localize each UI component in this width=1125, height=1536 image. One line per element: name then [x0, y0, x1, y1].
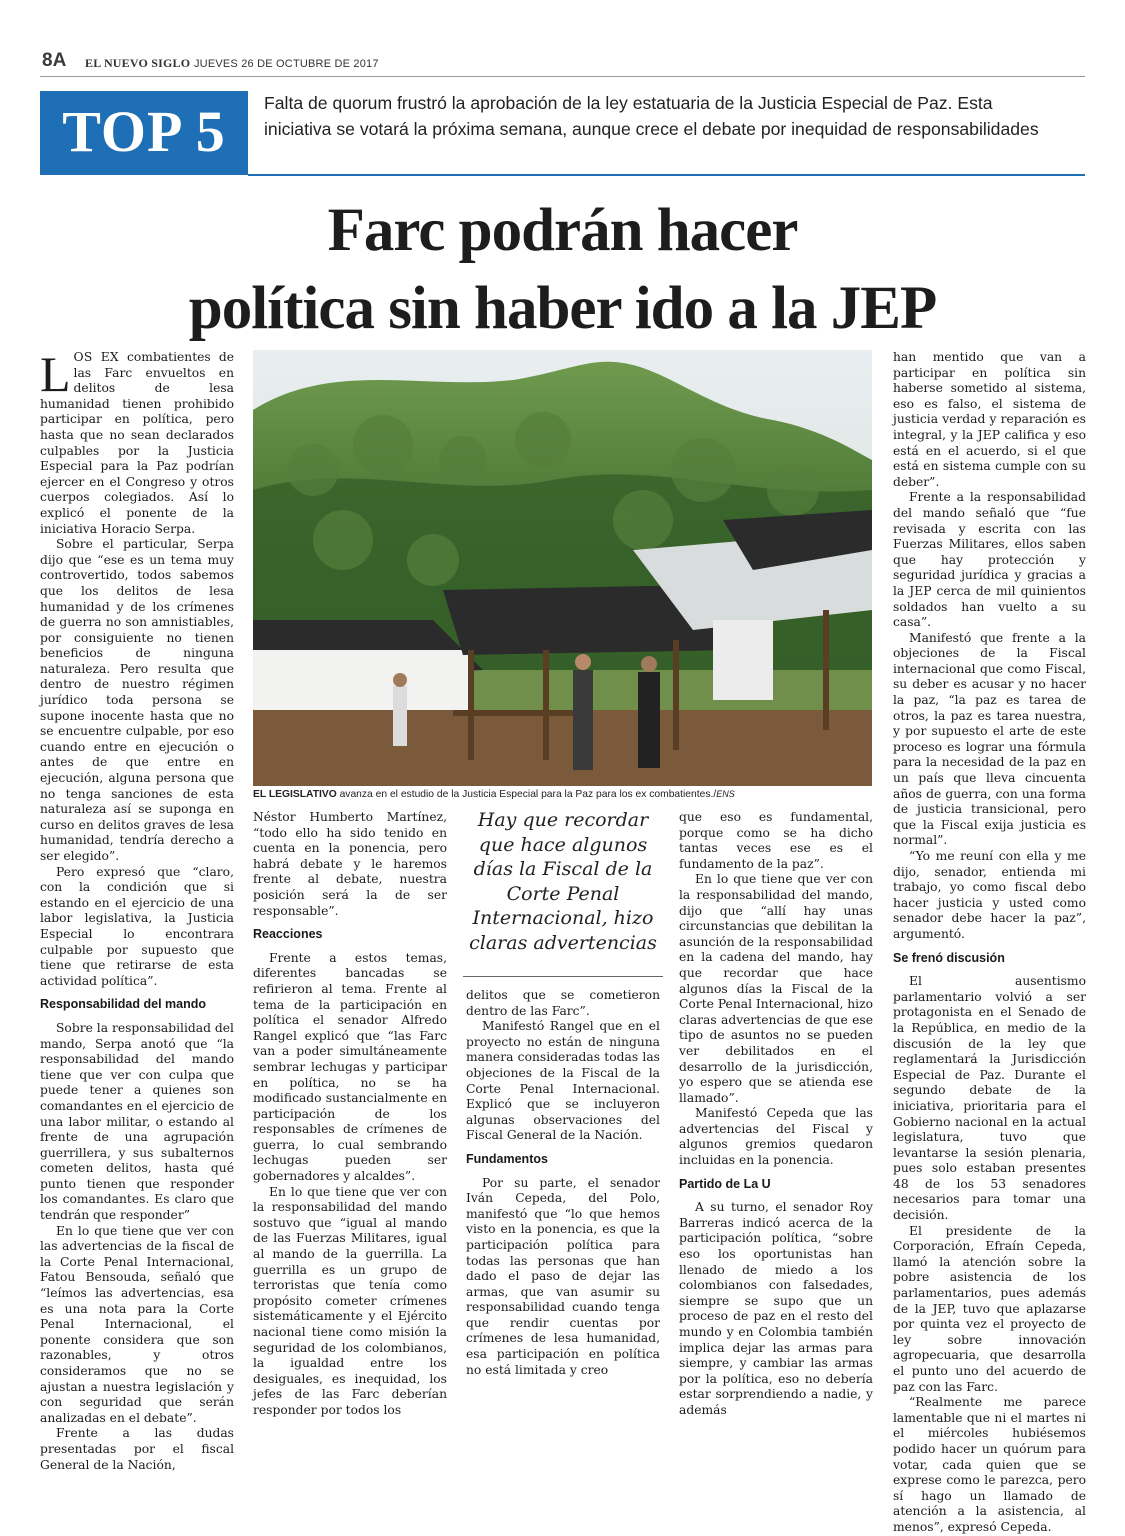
banner-divider	[248, 174, 1085, 176]
photo-caption	[253, 788, 872, 801]
paragraph: Pero expresó que “claro, con la condición que si estando en el ejercicio de una labor legislativa, la Justicia Especial lo encontrara culpable por supuesto que tiene que retirarse de esta actividad política”.	[40, 864, 234, 988]
lead-text: combatientes de las Farc envueltos en delitos de lesa humanidad tienen prohibido participar en política, pero hasta que no sean declarados culpables por la Justicia Especial para la Paz podrían ejercer en el Congreso y otros cuerpos colegiados. Así lo explicó el ponente de la iniciativa Horacio Serpa.	[40, 350, 234, 536]
paragraph: A su turno, el senador Roy Barreras indicó acerca de la participación política, “sobre eso los oportunistas han llenado de miedo a los colombianos con falsedades, siempre se supo que un proceso de paz en el resto del mundo y en Colombia también implica dejar las armas para siempre, y cambiar las armas por la política, eso no debería estar sorprendiendo a nadie, y además	[679, 1200, 873, 1417]
lead-paragraph	[40, 346, 234, 537]
paragraph: Manifestó Cepeda que las advertencias del Fiscal y algunos gremios quedaron incluidas en la ponencia.	[679, 1106, 873, 1168]
caption-lead: EL LEGISLATIVO	[253, 789, 337, 800]
paragraph: El ausentismo parlamentario volvió a ser protagonista en el Senado de la República, en medio de la discusión de la ley que reglamentará la Jurisdicción Especial de Paz. Durante el segundo debate de la iniciativa, prioritaria para el Gobierno nacional en la actual legislatura, tuvo que levantarse la sesión plenaria, pues solo estaban presentes 48 de los 53 senadores necesarios para tomar una decisión.	[893, 974, 1086, 1223]
paragraph: En lo que tiene que ver con la responsabilidad del mando, dijo que “allí hay unas circunstancias que debilitan la asunción de la responsabilidad en la cadena del mando, hay que recordar que hace algunos días la Fiscal de la Corte Penal Internacional, hizo claras advertencias de que ese tipo de asuntos no se pueden ver debilitados en el desarrollo de la jurisdicción, yo espero que se atienda ese llamado”.	[679, 872, 873, 1105]
article-summary: Falta de quorum frustró la aprobación de la ley estatuaria de la Justicia Especial de Paz. Esta iniciativa se votará la próxima semana, aunque crece el debate por inequidad de responsabilidades	[264, 93, 1039, 139]
section-badge	[40, 91, 248, 175]
paragraph: han mentido que van a participar en política sin haberse sometido al sistema, eso es falso, el sistema de justicia verdad y reparación es integral, y la JEP califica y eso está en el acuerdo, si el que está en sistema cumple con su deber”.	[893, 350, 1086, 489]
drop-cap: L	[40, 346, 71, 402]
article-column-3	[466, 988, 660, 1378]
camp-photo-illustration	[253, 350, 872, 786]
paragraph: Frente a las dudas presentadas por el fiscal General de la Nación,	[40, 1426, 234, 1472]
paragraph: “Yo me reuní con ella y me dijo, senador, entienda mi trabajo, yo como fiscal debo hacer justicia y usted como senador debe hacer la paz”, argumentó.	[893, 849, 1086, 941]
issue-date: JUEVES 26 DE OCTUBRE DE 2017	[193, 58, 379, 70]
paragraph: Manifestó que frente a la objeciones de la Fiscal internacional que como Fiscal, su deber es acusar y no hacer la paz, “la paz es tarea de otros, la paz es tarea nuestra, y por supuesto el arte de este proceso es lograr una fórmula para la necesidad de la paz en un país que lleva cincuenta años de guerra, con una forma de justicia transicional, pero que la Fiscal exija justicia es normal”.	[893, 630, 1086, 848]
subheading: Partido de La U	[679, 1176, 771, 1191]
paragraph: Frente a la responsabilidad del mando señaló que “fue revisada y escrita con las Fuerzas Militares, ellos saben que hay protección y seguridad jurídica y gracias a la JEP cerca de mil quinientos soldados han vuelto a su casa”.	[893, 490, 1086, 630]
lead-caps: OS EX	[73, 350, 119, 364]
header-divider	[40, 76, 1085, 77]
subheading: Reacciones	[253, 927, 323, 942]
article-headline	[40, 192, 1085, 348]
paragraph: Manifestó Rangel que en el proyecto no están de ninguna manera consideradas todas las objeciones de la Fiscal de la Corte Penal Internacional. Explicó que se incluyeron algunas observaciones del Fiscal General de la Nación.	[466, 1019, 660, 1143]
paragraph: En lo que tiene que ver con la responsabilidad del mando sostuvo que “igual al mando de las Fuerzas Militares, igual al mando de la guerrilla. La guerrilla es un grupo de terroristas que tenía como propósito cometer crímenes sistemáticamente y el Ejército nacional tiene como misión la seguridad de los colombianos, la igualdad entre los desiguales, es inequidad, los jefes de las Farc deberían responder por todos los	[253, 1184, 447, 1417]
paragraph: “Realmente me parece lamentable que ni el martes ni el miércoles hubiésemos podido hacer un quórum para votar, cada quien que se exprese como le parezca, pero sí hago un llamado de atención a la asistencia, al menos”, expresó Cepeda.	[893, 1395, 1086, 1534]
newspaper-name: EL NUEVO SIGLO	[85, 56, 191, 70]
subheading: Fundamentos	[466, 1151, 548, 1166]
subheading: Se frenó discusión	[893, 950, 1005, 965]
subheading: Responsabilidad del mando	[40, 997, 206, 1012]
photo-credit: ENS	[716, 789, 735, 799]
article-column-4	[679, 810, 873, 1419]
article-photo	[253, 350, 872, 786]
article-column-5	[893, 350, 1086, 1536]
article-column-1	[40, 346, 234, 1473]
paragraph: El presidente de la Corporación, Efraín Cepeda, llamó la atención sobre la pobre asistencia de los parlamentarios, pues además de la JEP, tuvo que aplazarse por quinta vez el proyecto de ley sobre innovación agropecuaria, que desarrolla el punto uno del acuerdo de paz con las Farc.	[893, 1223, 1086, 1394]
paragraph: delitos que se cometieron dentro de las Farc”.	[466, 988, 660, 1018]
paragraph: Sobre la responsabilidad del mando, Serpa anotó que “la responsabilidad del mando tiene que ver con culpa que puede tener a quienes son comandantes en el ejercicio de una labor militar, o estando al frente de una agrupación guerrillera, y sus subalternos cometen delitos, hasta qué punto tienen que responder los comandantes. Es claro que tendrán que responder”	[40, 1020, 234, 1223]
headline-line-2: política sin haber ido a la JEP	[188, 275, 937, 342]
section-badge-label: TOP 5	[62, 99, 226, 164]
headline-line-1: Farc podrán hacer	[327, 197, 798, 264]
masthead	[85, 56, 379, 71]
pull-quote: Hay que recordar que hace algunos días la Fiscal de la Corte Penal Internacional, hizo claras advertencias	[469, 809, 657, 954]
paragraph: Frente a estos temas, diferentes bancadas se refirieron al tema. Frente al tema de la participación en política el senador Alfredo Rangel explicó que “las Farc van a poder simultáneamente sembrar lechugas y participar en política, no se ha modificado sustancialmente en participación de los responsables de crímenes de guerra, lo cual sembrando lechugas pueden ser gobernadores y alcaldes”.	[253, 950, 447, 1184]
paragraph: que eso es fundamental, porque como se ha dicho tantas veces ese es el fundamento de la paz”.	[679, 810, 873, 871]
paragraph: Néstor Humberto Martínez, “todo ello ha sido tenido en cuenta en la ponencia, pero habrá debate y le haremos frente al debate, nuestra posición será la de ser responsable”.	[253, 810, 447, 918]
pull-quote-divider	[463, 976, 663, 977]
page-number: 8A	[42, 50, 67, 71]
article-column-2	[253, 810, 447, 1419]
caption-text: avanza en el estudio de la Justicia Especial para la Paz para los ex combatientes./	[336, 789, 717, 800]
paragraph: En lo que tiene que ver con las advertencias de la fiscal de la Corte Penal Internacional, Fatou Bensouda, señaló que “leímos las advertencias, esa es una nota para la Corte Penal Internacional, el ponente considera que son razonables, y otros consideramos que no se ajustan a nuestra legislación y con seguridad que serán analizadas en el debate”.	[40, 1223, 234, 1425]
paragraph: Por su parte, el senador Iván Cepeda, del Polo, manifestó que “lo que hemos visto en la ponencia, es que la participación política para todas las personas que han dado el paso de dejar las armas, que van asumir su responsabilidad cuando tenga que rendir cuentas por crímenes de lesa humanidad, esa participación en política no está limitada y creo	[466, 1175, 660, 1377]
paragraph: Sobre el particular, Serpa dijo que “ese es un tema muy controvertido, todos sabemos que los delitos de lesa humanidad y de los crímenes de guerra no son amnistiables, por consiguiente no tienen beneficios de ninguna naturaleza. Pero resulta que dentro de nuestro régimen jurídico toda persona se supone inocente hasta que no se encuentre culpable, por eso cuando entre en ejecución o antes de que entre en ejecución, alguna persona que no tenga sanciones de esta naturaleza así se suponga en curso en delitos graves de lesa humanidad, tendría derecho a ser elegido”.	[40, 537, 234, 863]
